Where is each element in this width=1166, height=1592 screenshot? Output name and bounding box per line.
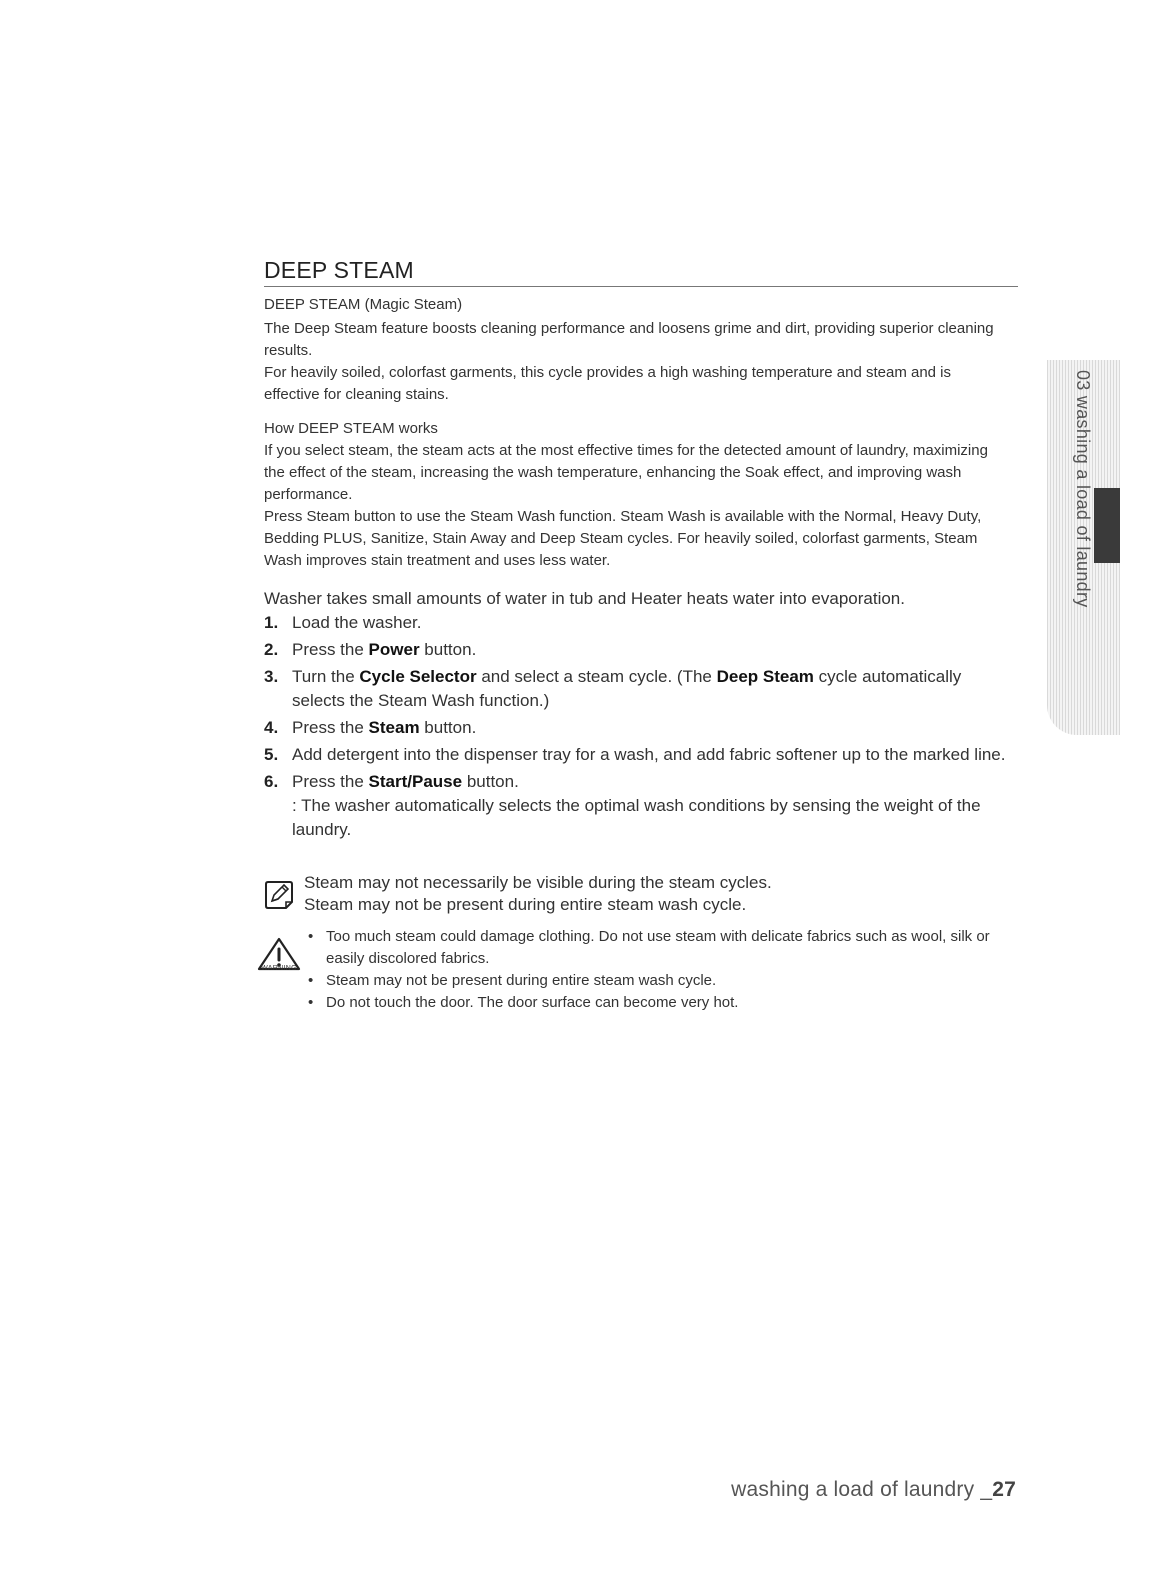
step-item: [264, 716, 1014, 740]
section-title: DEEP STEAM: [264, 256, 1018, 287]
step-text: Press the: [292, 772, 369, 791]
steps-list: [264, 611, 1014, 845]
step-item: [264, 665, 1014, 713]
lead-text: Washer takes small amounts of water in tub and Heater heats water into evaporation.: [264, 589, 905, 608]
step-text: button.: [462, 772, 519, 791]
side-tab-label: 03 washing a load of laundry: [1073, 370, 1093, 608]
step-text: Press the: [292, 640, 369, 659]
note-pencil-icon: [264, 880, 294, 910]
note-line-2: Steam may not be present during entire steam wash cycle.: [304, 895, 747, 914]
intro-paragraph-2: For heavily soiled, colorfast garments, this cycle provides a high washing temperature and steam and is effective for cleaning stains.: [264, 364, 952, 403]
step-text: button.: [419, 718, 477, 737]
step-keyword: Steam: [368, 718, 420, 737]
warning-item: • Too much steam could damage clothing. Do not use steam with delicate fabrics such as wool, silk or easily discolored fabrics.: [306, 926, 1016, 970]
step-number: 6.: [264, 772, 279, 791]
page-footer: [731, 1478, 1016, 1502]
step-keyword: Start/Pause: [368, 772, 463, 791]
step-keyword: Cycle Selector: [359, 667, 477, 686]
note-text: [304, 872, 1004, 916]
step-number: 2.: [264, 640, 279, 659]
intro-text: [264, 318, 1004, 406]
page-number: 27: [992, 1478, 1016, 1501]
step-text: button.: [419, 640, 477, 659]
step-text: Turn the: [292, 667, 360, 686]
how-it-works: [264, 418, 1004, 572]
warning-item: • Steam may not be present during entire steam wash cycle.: [306, 970, 1016, 992]
chapter-side-tab: [1047, 360, 1120, 735]
section-subtitle: DEEP STEAM (Magic Steam): [264, 296, 463, 313]
step-text: cycle automatically selects the Steam Wash function.): [292, 667, 962, 710]
step-number: 3.: [264, 667, 279, 686]
how-paragraph-2: Press Steam button to use the Steam Wash function. Steam Wash is available with the Normal, Heavy Duty, Bedding PLUS, Sanitize, Stain Away and Deep Steam cycles. For heavily soiled, colorfast garments, Steam Wash improves stain treatment and uses less water.: [264, 508, 982, 569]
how-heading: How DEEP STEAM works: [264, 420, 438, 437]
step-item: [264, 611, 1014, 635]
step-item: [264, 638, 1014, 662]
step-item: [264, 770, 1014, 842]
step-number: 1.: [264, 613, 279, 632]
step-text: and select a steam cycle. (The: [476, 667, 717, 686]
step-number: 5.: [264, 745, 279, 764]
step-item: [264, 743, 1014, 767]
warning-label: WARNING: [261, 965, 297, 972]
note-line-1: Steam may not necessarily be visible during the steam cycles.: [304, 873, 772, 892]
warning-list: [306, 926, 1016, 1014]
step-keyword: Deep Steam: [716, 667, 814, 686]
step-keyword: Power: [368, 640, 420, 659]
warning-item: • Do not touch the door. The door surface can become very hot.: [306, 992, 1016, 1014]
intro-paragraph-1: The Deep Steam feature boosts cleaning performance and loosens grime and dirt, providing superior cleaning results.: [264, 320, 994, 359]
step-text: Add detergent into the dispenser tray for a wash, and add fabric softener up to the marked line.: [292, 745, 1006, 764]
footer-text: washing a load of laundry _: [731, 1478, 993, 1501]
side-tab-marker: [1094, 488, 1120, 563]
how-paragraph-1: If you select steam, the steam acts at the most effective times for the detected amount of laundry, maximizing the effect of the steam, increasing the wash temperature, enhancing the Soak effect, and improving wash performance.: [264, 442, 988, 503]
step-number: 4.: [264, 718, 279, 737]
step-text: Load the washer.: [292, 613, 422, 632]
step-note: : The washer automatically selects the optimal wash conditions by sensing the weight of the laundry.: [292, 796, 981, 839]
step-text: Press the: [292, 718, 369, 737]
